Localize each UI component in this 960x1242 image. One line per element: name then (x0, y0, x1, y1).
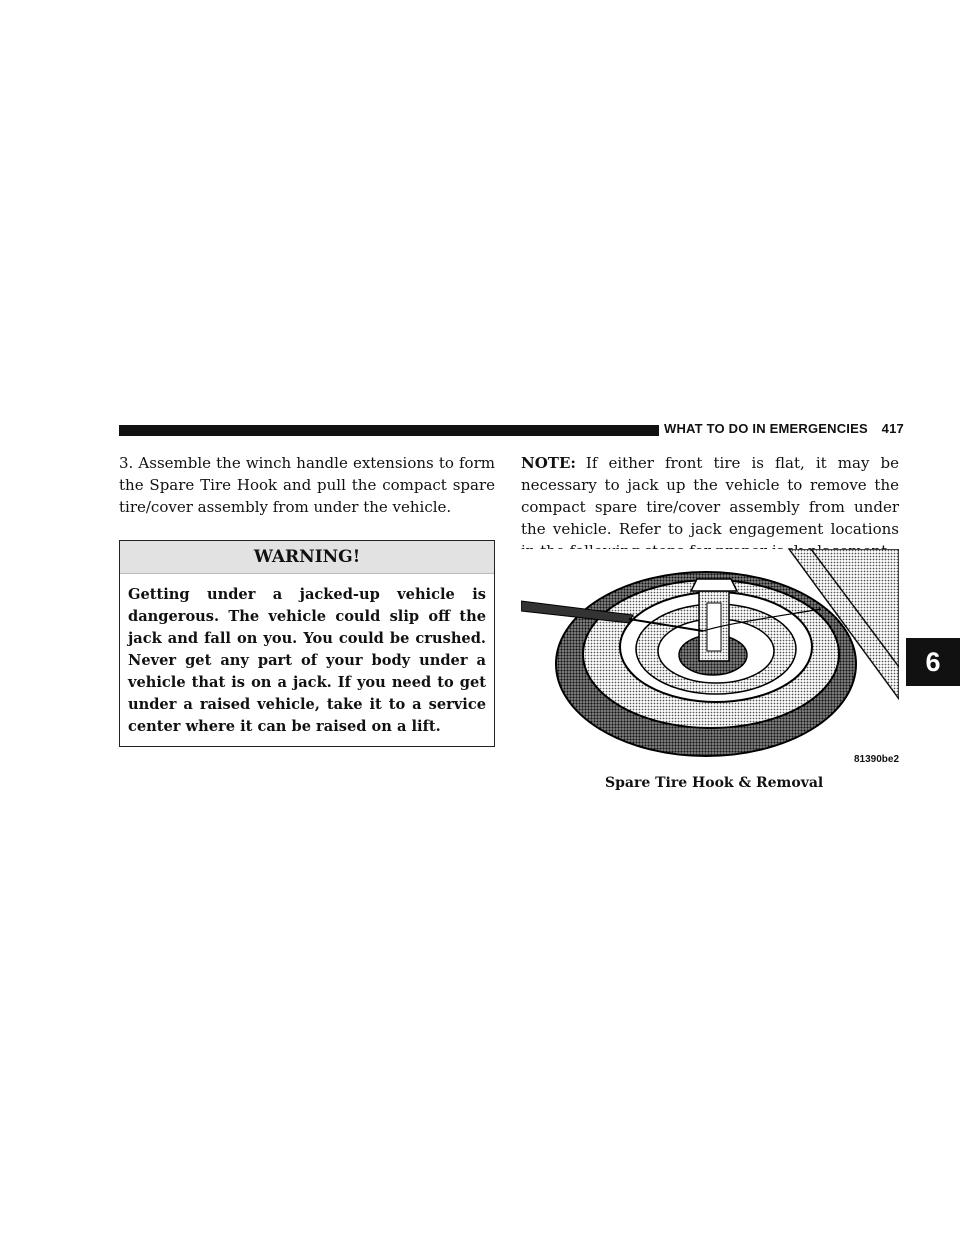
right-column (521, 452, 899, 562)
warning-box (119, 540, 495, 747)
warning-body: Getting under a jacked-up vehicle is dangerous. The vehicle could slip off the jack and fall on you. You could be crushed. Never get any part of your body under a vehicle that is on a jack. If you need to get under a raised vehicle, take it to a service center where it can be raised on a lift. (128, 586, 486, 735)
note-paragraph (521, 452, 899, 562)
warning-title: WARNING! (120, 541, 494, 574)
note-label: NOTE: (521, 454, 576, 472)
left-column (119, 452, 495, 747)
figure-code: 81390be2 (854, 754, 900, 765)
spare-tire-illustration (521, 549, 899, 771)
note-text: If either front tire is flat, it may be necessary to jack up the vehicle to remove the compact spare tire/cover assembly from under the vehicle. Refer to jack engagement locations (521, 454, 899, 538)
section-title: WHAT TO DO IN EMERGENCIES (664, 421, 868, 436)
page-number: 417 (881, 421, 904, 436)
running-header (664, 421, 904, 436)
step-3-text: 3. Assemble the winch handle extensions to form the Spare Tire Hook and pull the compact spare tire/cover assembly from under the vehicle. (119, 454, 495, 516)
figure-caption: Spare Tire Hook & Removal (605, 775, 824, 791)
chapter-tab: 6 (906, 638, 960, 686)
header-rule (119, 425, 659, 436)
